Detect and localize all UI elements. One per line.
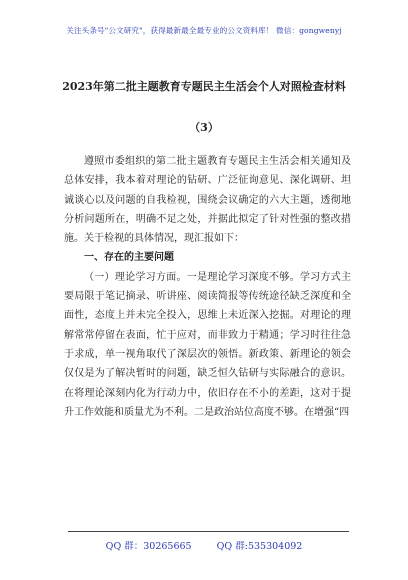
header-note: 关注头条号"公文研究"，获得最新最全最专业的公文资料库！ 微信：gongwenyj [66,26,342,35]
footer-qq-group-2: QQ 群:535304092 [216,541,303,552]
footer [0,538,408,552]
intro-paragraph: 遵照市委组织的第二批主题教育专题民主生活会相关通知及总体安排，我本着对理论的钻研、广泛征询意见、深化调研、坦诚谈心以及问题的自我检视，围绕会议确定的六大主题，透彻地分析问题所在，明确不足之处，并据此拟定了针对性强的整改措施。关于检视的具体情况，现汇报如下： [64,156,351,245]
document-subtitle: （3） [189,121,219,134]
document-title: 2023年第二批主题教育专题民主生活会个人对照检查材料 [62,80,346,93]
footer-divider [68,531,349,532]
document-body [64,152,351,422]
body-paragraph: （一）理论学习方面。一是理论学习深度不够。学习方式主要局限于笔记摘录、听讲座、阅读简报等传统途径缺乏深度和全面性，态度上并未完全投入，思维上未近深入挖掘。对理论的理解常常停留在表面，忙于应对，而非致力于精通；学习时往往急于求成，单一视角取代了深层次的领悟。新政策、新理论的领会仅仅是为了解决暂时的问题，缺乏恒久钻研与实际融合的意识。在将理论深刻内化为行动力中，依旧存在不小的差距，这对于提升工作效能和质量尤为不利。二是政治站位高度不够。在增强“四 [64,271,351,418]
section-heading: 一、存在的主要问题 [84,252,174,264]
footer-qq-group-1: QQ 群：30265665 [105,541,192,552]
